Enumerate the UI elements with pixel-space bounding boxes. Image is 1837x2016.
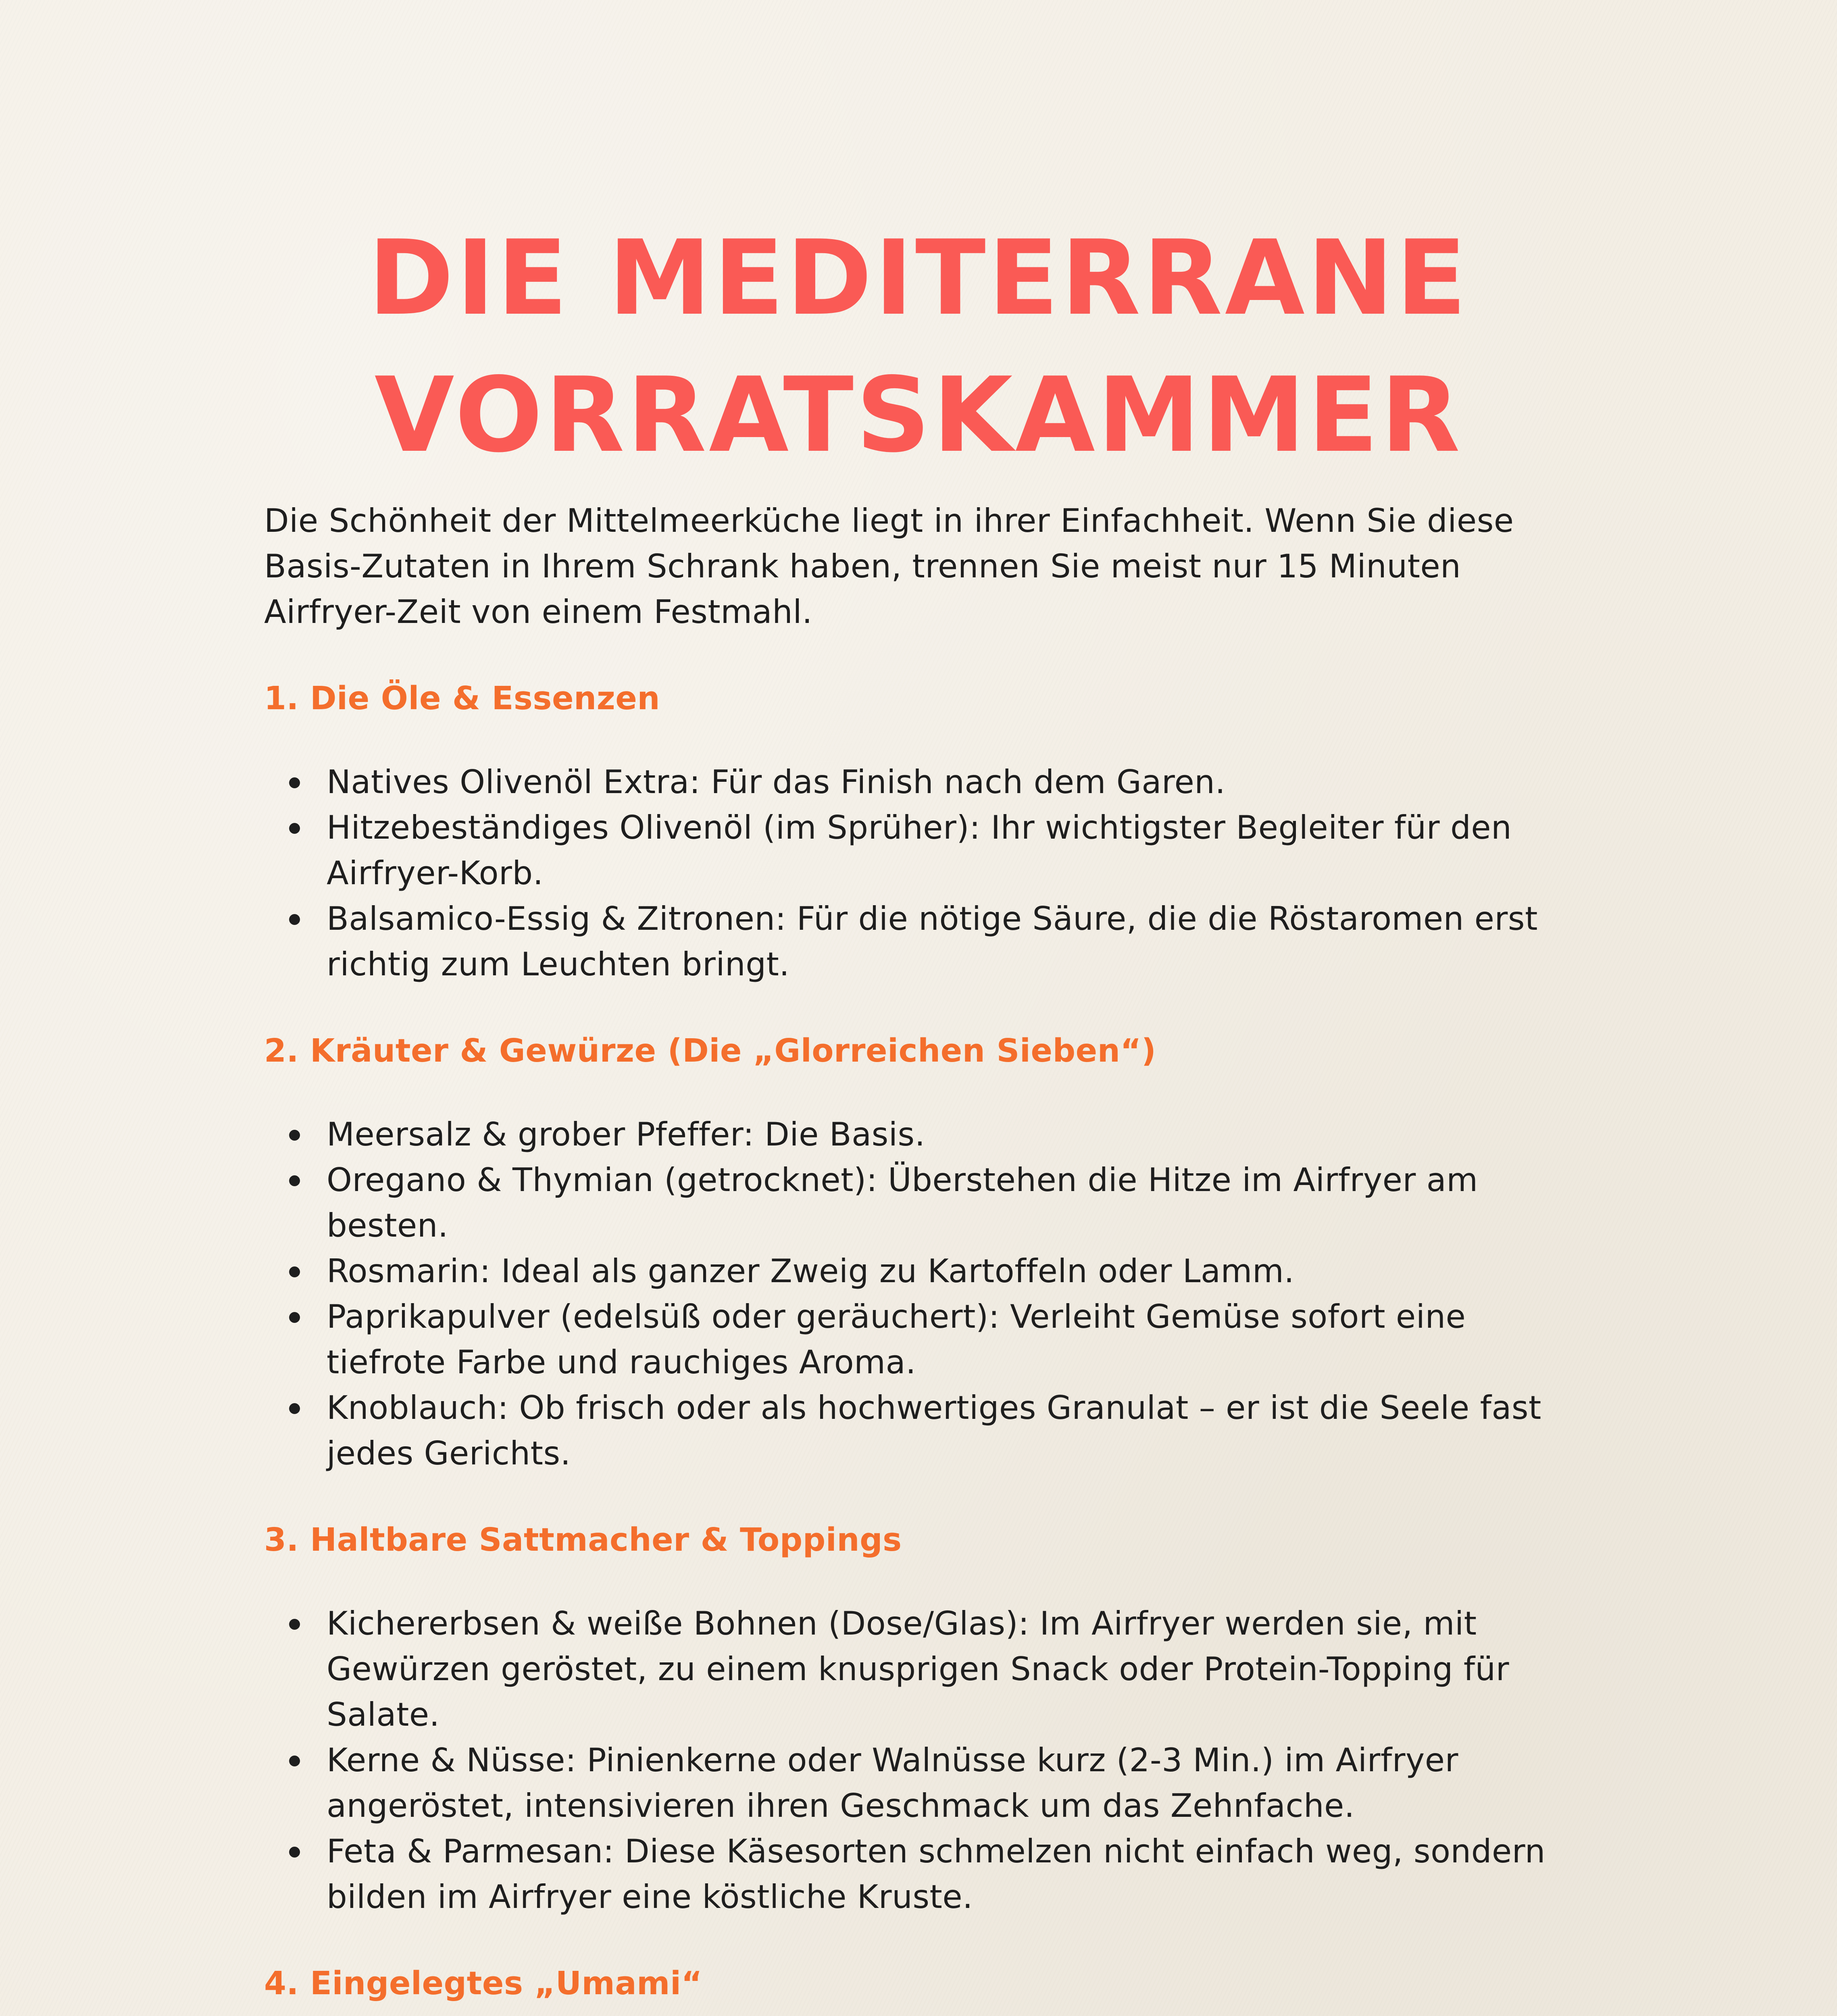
list-item-text: Meersalz & grober Pfeffer: Die Basis. <box>327 1116 925 1153</box>
section-heading-herbs: 2. Kräuter & Gewürze (Die „Glorreichen Sieben“) <box>264 1032 1156 1069</box>
bullet-icon <box>289 777 300 788</box>
list-item-text: Knoblauch: Ob frisch oder als hochwertiges Granulat – er ist die Seele fast jedes Gerichts. <box>327 1389 1541 1472</box>
bullet-icon <box>289 1403 300 1414</box>
section-heading-pickled: 4. Eingelegtes „Umami“ <box>264 1965 702 2002</box>
content-body <box>264 498 1587 2016</box>
section-heading-oils: 1. Die Öle & Essenzen <box>264 680 660 717</box>
bullet-icon <box>289 1756 300 1766</box>
list-item-text: Natives Olivenöl Extra: Für das Finish nach dem Garen. <box>327 763 1226 801</box>
list-item <box>264 1112 1587 1157</box>
bullet-icon <box>289 823 300 834</box>
intro-paragraph: Die Schönheit der Mittelmeerküche liegt in ihrer Einfachheit. Wenn Sie diese Basis-Zutaten in Ihrem Schrank haben, trennen Sie meist nur 15 Minuten Airfryer-Zeit von einem Festmahl. <box>264 502 1514 631</box>
list-item-text: Kichererbsen & weiße Bohnen (Dose/Glas): Im Airfryer werden sie, mit Gewürzen geröstet, zu einem knusprigen Snack oder Protein-Topping für Salate. <box>327 1605 1510 1733</box>
section-list-oils <box>264 759 1587 987</box>
bullet-icon <box>289 1130 300 1141</box>
list-item <box>264 1294 1587 1385</box>
list-item-text: Kerne & Nüsse: Pinienkerne oder Walnüsse kurz (2-3 Min.) im Airfryer angeröstet, intensivieren ihren Geschmack um das Zehnfache. <box>327 1741 1459 1824</box>
section-heading-staples: 3. Haltbare Sattmacher & Toppings <box>264 1521 902 1558</box>
list-item-text: Oregano & Thymian (getrocknet): Überstehen die Hitze im Airfryer am besten. <box>327 1161 1478 1244</box>
bullet-icon <box>289 914 300 925</box>
list-item <box>264 1829 1587 1920</box>
section-list-herbs <box>264 1112 1587 1476</box>
list-item-text: Feta & Parmesan: Diese Käsesorten schmelzen nicht einfach weg, sondern bilden im Airfryer eine köstliche Kruste. <box>327 1833 1545 1916</box>
page-title-line-2: VORRATSKAMMER <box>374 355 1463 475</box>
page-title-line-1: DIE MEDITERRANE <box>368 218 1469 338</box>
list-item <box>264 1157 1587 1248</box>
list-item-text: Balsamico-Essig & Zitronen: Für die nötige Säure, die die Röstaromen erst richtig zum Leuchten bringt. <box>327 900 1538 983</box>
list-item-text: Hitzebeständiges Olivenöl (im Sprüher): Ihr wichtigster Begleiter für den Airfryer-Korb. <box>327 809 1512 892</box>
section-list-staples <box>264 1601 1587 1920</box>
page-title <box>0 210 1837 484</box>
list-item <box>264 805 1587 896</box>
bullet-icon <box>289 1619 300 1630</box>
bullet-icon <box>289 1175 300 1186</box>
list-item-text: Paprikapulver (edelsüß oder geräuchert): Verleiht Gemüse sofort eine tiefrote Farbe und rauchiges Aroma. <box>327 1298 1466 1381</box>
bullet-icon <box>289 1266 300 1277</box>
bullet-icon <box>289 1847 300 1858</box>
bullet-icon <box>289 1312 300 1323</box>
list-item <box>264 1385 1587 1476</box>
list-item <box>264 1248 1587 1294</box>
list-item-text: Rosmarin: Ideal als ganzer Zweig zu Kartoffeln oder Lamm. <box>327 1252 1295 1290</box>
list-item <box>264 759 1587 805</box>
list-item <box>264 896 1587 987</box>
list-item <box>264 1601 1587 1737</box>
list-item <box>264 1737 1587 1829</box>
